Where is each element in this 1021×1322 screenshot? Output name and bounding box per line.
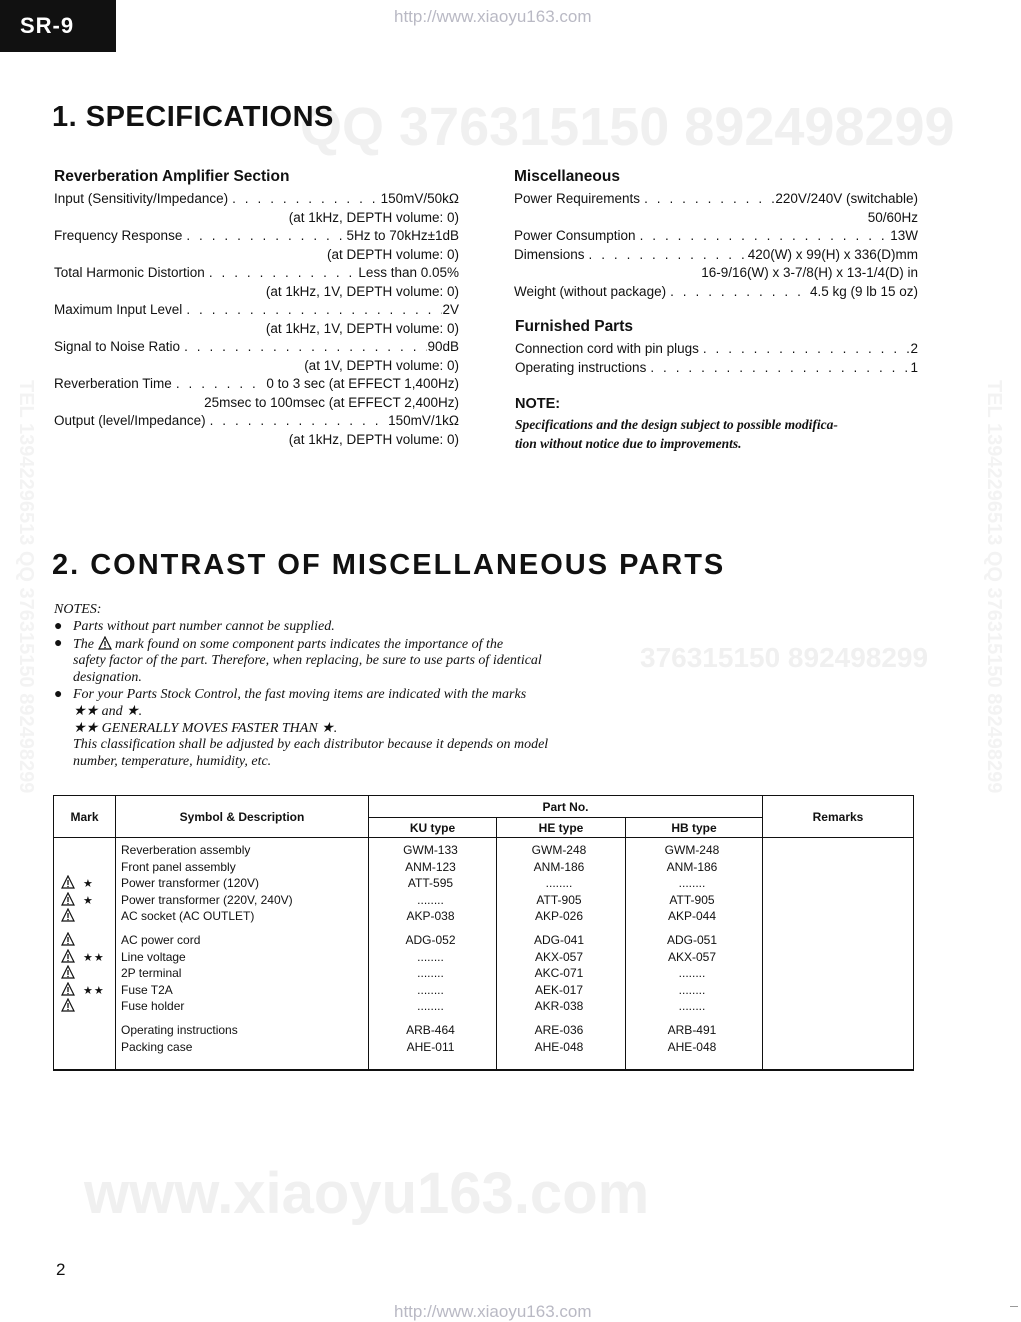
- part-number-ku: ARB-464: [406, 1022, 455, 1037]
- spec-label: Output (level/Impedance): [54, 413, 206, 428]
- spec-row-continuation: 25msec to 100msec (at EFFECT 2,400Hz): [204, 394, 459, 410]
- misc-heading: Miscellaneous: [514, 168, 620, 185]
- furnished-list: [515, 340, 918, 377]
- spec-label: Connection cord with pin plugs: [515, 341, 699, 356]
- spec-row-continuation: (at DEPTH volume: 0): [326, 246, 459, 262]
- spec-row-continuation: 16-9/16(W) x 3-7/8(H) x 13-1/4(D) in: [701, 265, 918, 280]
- fast-moving-star-icon: ★★: [83, 951, 105, 964]
- amp-heading: Reverberation Amplifier Section: [54, 168, 290, 185]
- spec-label: Frequency Response: [54, 228, 183, 243]
- part-number-ku: ........: [417, 999, 444, 1014]
- spec-row: [54, 301, 459, 320]
- spec-row: [54, 338, 459, 357]
- safety-warning-icon: [61, 908, 75, 922]
- leader-dots: [666, 283, 810, 302]
- safety-warning-icon: [61, 965, 75, 979]
- note-item-1: ● Parts without part number cannot be supplied.: [54, 618, 335, 634]
- part-description: AC power cord: [121, 932, 201, 947]
- spec-value: 150mV/50kΩ: [380, 191, 459, 206]
- fast-moving-star-icon: ★: [83, 894, 94, 907]
- part-number-he: ATT-905: [536, 892, 582, 907]
- part-number-hb: ........: [678, 966, 706, 981]
- spec-row: [54, 227, 459, 246]
- spec-note-line-1: Specifications and the design subject to possible modifica-: [515, 417, 838, 432]
- watermark-qq-top: QQ 376315150 892498299: [300, 97, 955, 157]
- col-header-part-no: Part No.: [369, 796, 763, 818]
- leader-dots: [206, 412, 389, 431]
- part-number-he: AHE-048: [534, 1039, 584, 1054]
- mark-cell: [61, 998, 115, 1015]
- col-header-mark: Mark: [54, 796, 116, 838]
- spec-label: Signal to Noise Ratio: [54, 339, 181, 354]
- mark-cell: [61, 982, 115, 999]
- part-number-ku: ADG-052: [405, 932, 456, 947]
- fast-moving-star-icon: ★: [83, 878, 94, 891]
- page-number: 2: [56, 1260, 66, 1279]
- part-number-ku: ATT-595: [407, 876, 454, 891]
- part-number-hb: ........: [678, 999, 706, 1014]
- spec-row: [54, 190, 459, 209]
- safety-warning-icon: [61, 892, 75, 906]
- spec-label: Total Harmonic Distortion: [54, 265, 205, 280]
- part-number-hb: ARB-491: [667, 1022, 717, 1037]
- part-number-he: ........: [545, 876, 573, 891]
- mark-cell: [61, 932, 115, 949]
- group-gap: [121, 925, 368, 932]
- part-number-he: AKX-057: [534, 949, 584, 964]
- spec-row: [514, 190, 918, 209]
- part-number-he: GWM-248: [531, 843, 587, 857]
- mark-cell: [61, 842, 115, 859]
- part-description: 2P terminal: [121, 966, 182, 981]
- note-item-3: ● For your Parts Stock Control, the fast moving items are indicated with the marks ★★ and ★. ★★ GENERALLY MOVES FASTER THAN ★. This classification shall be adjusted by each distributor because it depends on model number, temperature, humidity, etc.: [54, 686, 549, 770]
- group-gap: [61, 925, 115, 932]
- spec-row: [54, 412, 459, 431]
- spec-row: [54, 264, 459, 283]
- leader-dots: [585, 246, 748, 265]
- part-description: Front panel assembly: [121, 859, 236, 874]
- part-number-hb: GWM-248: [664, 843, 720, 857]
- watermark-qq-mid: 376315150 892498299: [640, 642, 929, 673]
- parts-table: [53, 795, 914, 1071]
- mark-column: [54, 838, 115, 1055]
- contrast-title: 2. CONTRAST OF MISCELLANEOUS PARTS: [52, 549, 726, 581]
- he-column: [497, 838, 625, 1055]
- spec-label: Power Consumption: [514, 228, 636, 243]
- spec-value: 2V: [442, 302, 459, 317]
- spec-row: [515, 359, 918, 378]
- spec-label: Input (Sensitivity/Impedance): [54, 191, 229, 206]
- spec-row: [514, 246, 918, 265]
- description-column: [116, 838, 368, 1055]
- part-description: Packing case: [121, 1039, 193, 1054]
- watermark-side-right: TEL 13942296513 QQ 376315150 892498299: [983, 380, 1005, 794]
- part-description: Power transformer (120V): [121, 876, 260, 891]
- spec-row-continuation: (at 1kHz, 1V, DEPTH volume: 0): [265, 283, 459, 299]
- col-header-description: Symbol & Description: [116, 796, 369, 838]
- spec-label: Reverberation Time: [54, 376, 172, 391]
- leader-dots: [699, 340, 911, 359]
- col-header-he: HE type: [497, 818, 626, 838]
- part-number-ku: ........: [417, 949, 444, 964]
- hb-column: [626, 838, 762, 1055]
- group-gap: [61, 1015, 115, 1022]
- specifications-title: 1. SPECIFICATIONS: [52, 101, 334, 133]
- mark-cell: [61, 908, 115, 925]
- part-number-he: AKP-026: [534, 909, 584, 924]
- part-number-he: AKC-071: [534, 966, 584, 981]
- leader-dots: [636, 227, 891, 246]
- note-item-2: ● The mark found on some component parts indicates the importance of the safety factor of the part. Therefore, when replacing, be sure to use parts of identical designation.: [54, 635, 542, 686]
- spec-note: [515, 396, 925, 453]
- part-number-ku: ........: [417, 966, 444, 981]
- spec-label: Dimensions: [514, 246, 585, 262]
- part-description: Operating instructions: [121, 1022, 238, 1037]
- leader-dots: [640, 190, 775, 209]
- group-gap: [121, 1015, 368, 1022]
- part-description: Power transformer (220V, 240V): [121, 892, 293, 907]
- furnished-section: [515, 318, 918, 377]
- spec-label: Maximum Input Level: [54, 302, 183, 317]
- part-number-hb: ADG-051: [666, 932, 718, 947]
- spec-row-continuation: (at 1kHz, DEPTH volume: 0): [288, 431, 459, 447]
- margin-tick: [1010, 1306, 1018, 1307]
- part-number-ku: AHE-011: [406, 1039, 455, 1054]
- spec-row: [515, 340, 918, 359]
- group-gap: [497, 1015, 621, 1022]
- remarks-column: [763, 838, 913, 842]
- group-gap: [497, 925, 621, 932]
- spec-label: Weight (without package): [514, 283, 667, 299]
- spec-value: 4.5 kg (9 lb 15 oz): [809, 283, 918, 299]
- part-number-hb: ANM-186: [666, 859, 718, 874]
- bullet-icon: ●: [54, 686, 63, 702]
- safety-warning-icon: [61, 998, 75, 1012]
- mark-cell: [61, 1039, 115, 1056]
- leader-dots: [646, 359, 910, 378]
- spec-row-continuation: (at 1kHz, 1V, DEPTH volume: 0): [265, 320, 459, 336]
- leader-dots: [228, 190, 381, 209]
- spec-row: [54, 375, 459, 394]
- leader-dots: [205, 264, 359, 283]
- part-number-ku: ANM-123: [405, 859, 456, 874]
- safety-warning-icon: [61, 932, 75, 946]
- spec-value: 90dB: [427, 339, 459, 354]
- spec-value: 0 to 3 sec (at EFFECT 1,400Hz): [266, 376, 459, 391]
- leader-dots: [172, 375, 267, 394]
- source-url-top[interactable]: http://www.xiaoyu163.com: [394, 7, 592, 26]
- model-badge: SR-9: [0, 0, 116, 52]
- watermark-site: www.xiaoyu163.com: [84, 1161, 650, 1226]
- part-number-ku: ........: [417, 892, 444, 907]
- safety-warning-icon: [98, 636, 112, 650]
- bullet-icon: ●: [54, 618, 63, 634]
- mark-cell: [61, 892, 115, 909]
- spec-row-continuation: (at 1kHz, DEPTH volume: 0): [288, 209, 459, 225]
- safety-warning-icon: [61, 982, 75, 996]
- leader-dots: [182, 227, 346, 246]
- mark-cell: [61, 949, 115, 966]
- col-header-ku: KU type: [369, 818, 497, 838]
- spec-note-heading: NOTE:: [515, 396, 561, 412]
- part-number-hb: AHE-048: [667, 1039, 717, 1054]
- spec-label: Power Requirements: [514, 191, 641, 206]
- part-number-hb: AKP-044: [667, 909, 717, 924]
- source-url-bottom[interactable]: http://www.xiaoyu163.com: [394, 1302, 592, 1321]
- group-gap: [369, 925, 492, 932]
- part-description: Reverberation assembly: [121, 843, 251, 857]
- spec-note-line-2: tion without notice due to improvements.: [515, 436, 742, 451]
- mark-cell: [61, 859, 115, 876]
- fast-moving-star-icon: ★★: [83, 984, 105, 997]
- part-number-hb: ........: [678, 876, 706, 891]
- watermark-side-left: TEL 13942296513 QQ 376315150 892498299: [15, 380, 37, 794]
- spec-value: 1: [910, 359, 918, 375]
- spec-row: [514, 227, 918, 246]
- spec-row: [514, 283, 918, 302]
- part-number-hb: ........: [678, 982, 706, 997]
- part-number-hb: ATT-905: [669, 892, 715, 907]
- part-number-he: ARE-036: [534, 1022, 584, 1037]
- part-number-ku: AKP-038: [406, 909, 455, 924]
- part-number-he: AKR-038: [534, 999, 584, 1014]
- ku-column: [369, 838, 496, 1055]
- part-description: Line voltage: [121, 949, 186, 964]
- amp-section: [54, 168, 459, 449]
- spec-row-continuation: (at 1V, DEPTH volume: 0): [304, 357, 459, 373]
- spec-value: 150mV/1kΩ: [388, 413, 459, 428]
- spec-value: 13W: [890, 228, 918, 243]
- amp-spec-list: [54, 190, 459, 449]
- spec-value: 2: [910, 341, 918, 356]
- group-gap: [626, 1015, 758, 1022]
- part-number-he: ADG-041: [533, 932, 585, 947]
- notes-heading: NOTES:: [54, 602, 102, 617]
- mark-cell: [61, 1022, 115, 1039]
- part-number-ku: ........: [417, 982, 444, 997]
- spec-value: 5Hz to 70kHz±1dB: [346, 228, 459, 243]
- safety-warning-icon: [61, 949, 75, 963]
- part-description: Fuse T2A: [121, 982, 173, 997]
- part-number-hb: AKX-057: [667, 949, 717, 964]
- spec-value: 420(W) x 99(H) x 336(D)mm: [747, 246, 918, 262]
- misc-spec-list: [514, 190, 918, 301]
- part-number-he: ANM-186: [533, 859, 585, 874]
- furnished-heading: Furnished Parts: [515, 318, 633, 335]
- group-gap: [369, 1015, 492, 1022]
- spec-label: Operating instructions: [515, 359, 647, 375]
- misc-section: [514, 168, 918, 301]
- contrast-notes: [54, 602, 654, 771]
- mark-cell: [61, 965, 115, 982]
- col-header-hb: HB type: [626, 818, 763, 838]
- group-gap: [626, 925, 758, 932]
- safety-warning-icon: [61, 875, 75, 889]
- spec-value: 220V/240V (switchable): [775, 191, 918, 206]
- part-number-he: AEK-017: [534, 982, 584, 997]
- part-description: Fuse holder: [121, 999, 185, 1014]
- spec-row-continuation: 50/60Hz: [867, 209, 918, 225]
- part-description: AC socket (AC OUTLET): [121, 909, 255, 924]
- leader-dots: [182, 301, 442, 320]
- bullet-icon: ●: [54, 635, 63, 651]
- spec-value: Less than 0.05%: [358, 265, 459, 280]
- part-number-ku: GWM-133: [403, 843, 458, 857]
- col-header-remarks: Remarks: [763, 796, 914, 838]
- mark-cell: [61, 875, 115, 892]
- leader-dots: [180, 338, 427, 357]
